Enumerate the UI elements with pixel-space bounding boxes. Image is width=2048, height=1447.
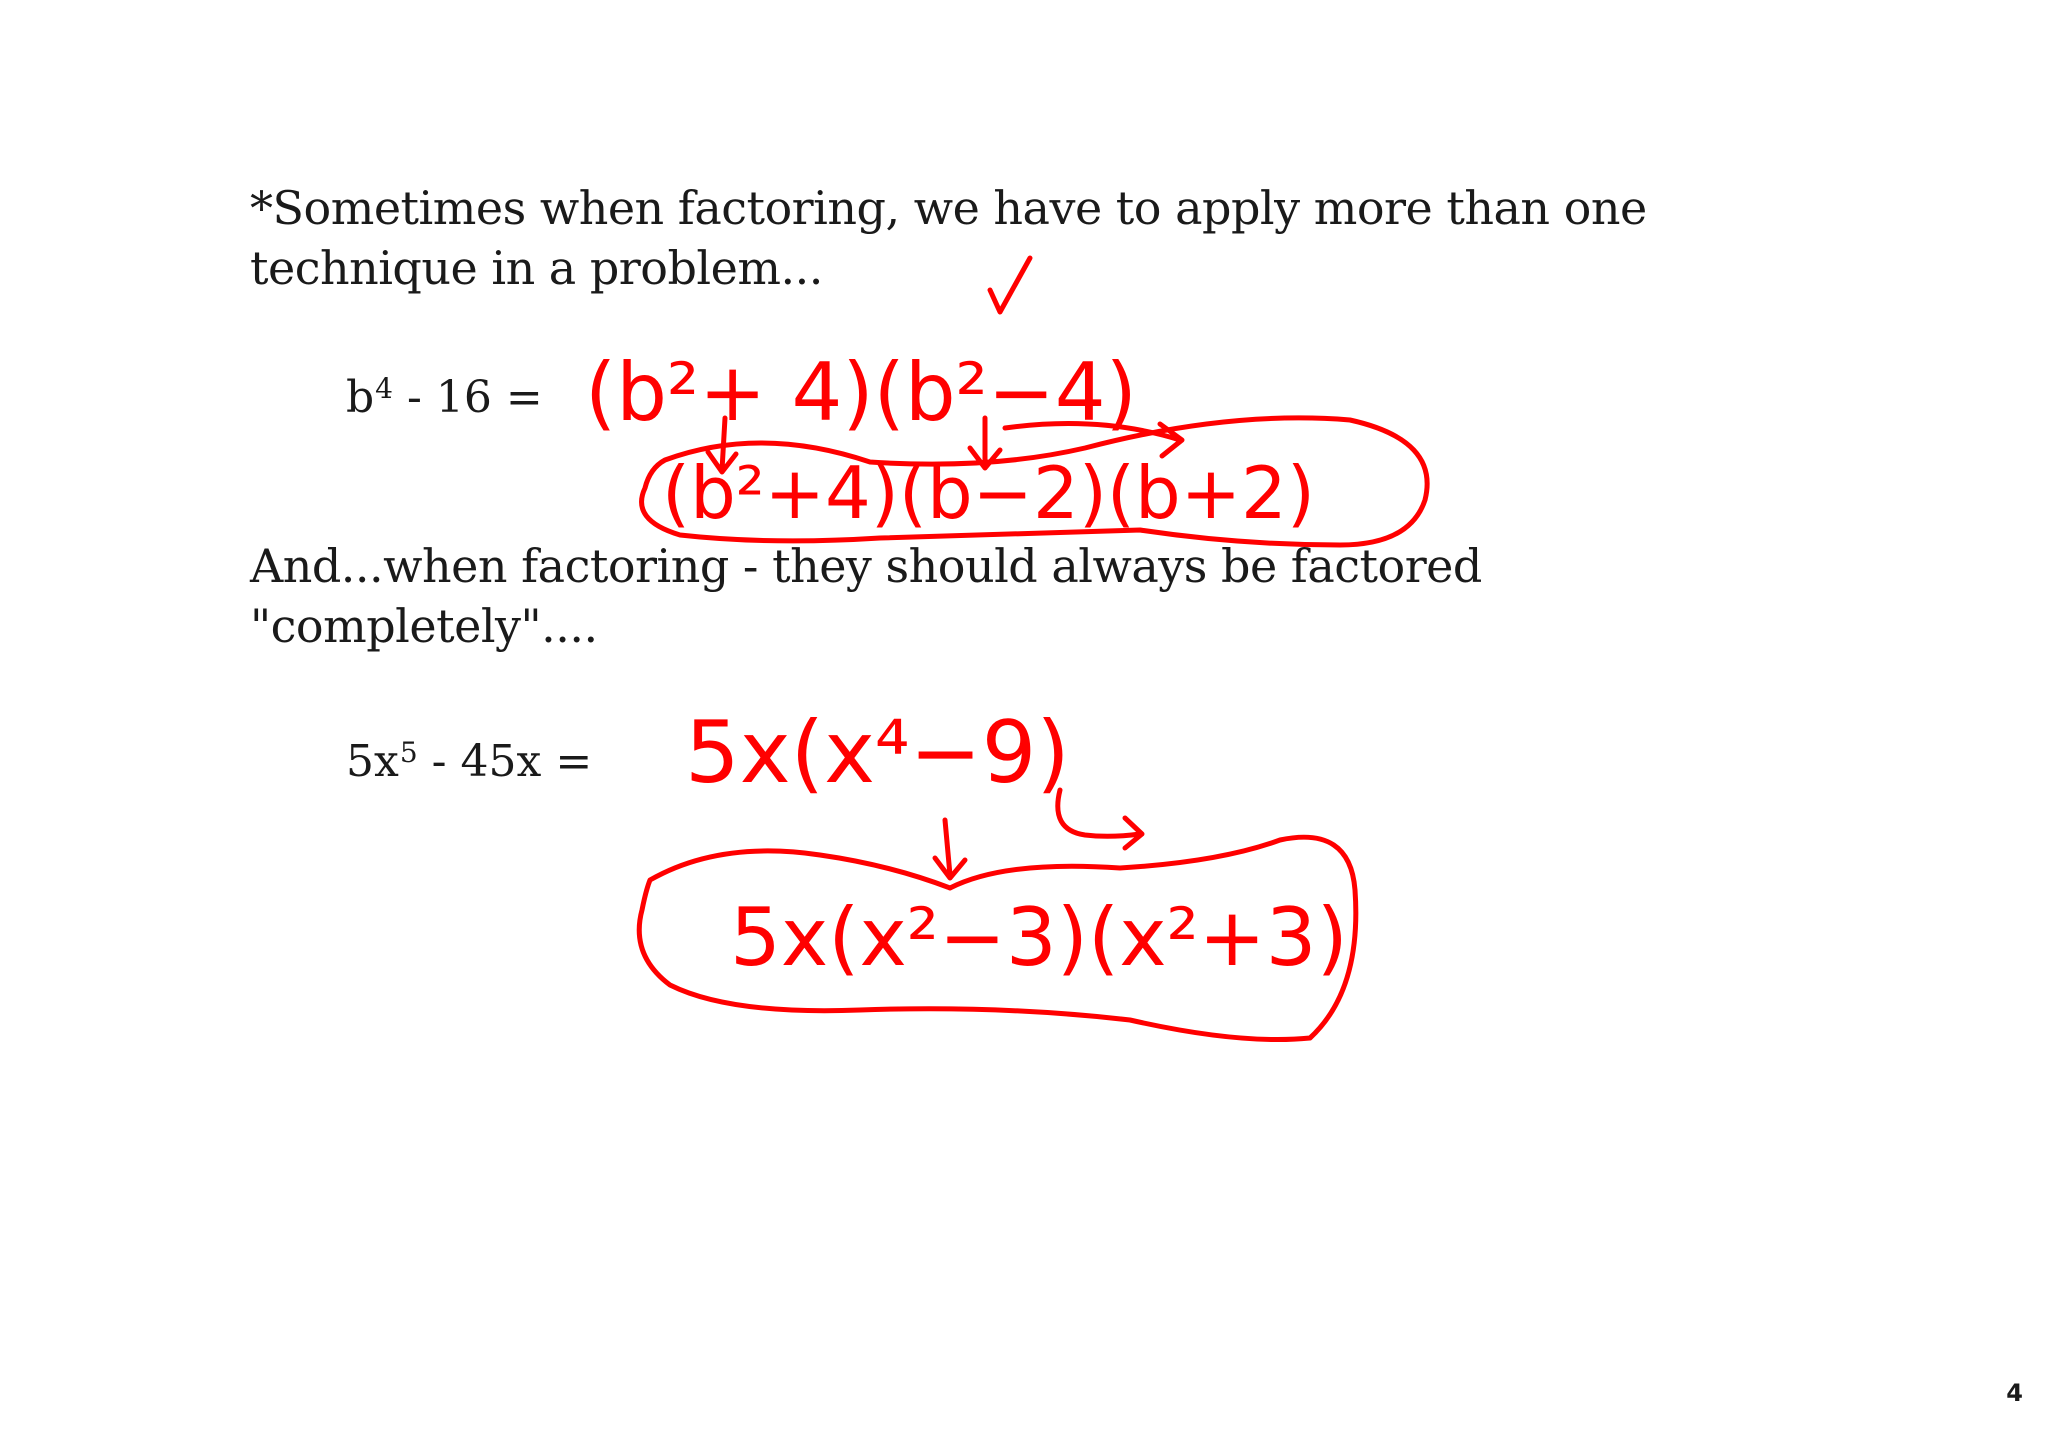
example-1-operator: - [407, 372, 422, 423]
example-2-coefficient: 5x [346, 736, 399, 787]
ex2-step2-handwriting: 5x(x²−3)(x²+3) [730, 891, 1348, 984]
ex1-step2-handwriting: (b²+4)(b−2)(b+2) [662, 451, 1315, 535]
example-1-exponent: 4 [375, 372, 393, 405]
arrow-down-icon [935, 820, 965, 878]
example-1-constant: 16 [435, 372, 492, 423]
example-2-equals: = [555, 736, 593, 787]
arrow-down-icon [708, 418, 736, 472]
example-2-expression [346, 726, 606, 789]
arrow-right-icon [1005, 424, 1182, 456]
arrow-down-icon [970, 418, 1000, 468]
note-text-line-1: And...when factoring - they should always be factored [250, 539, 1482, 593]
ex1-step1-handwriting: (b²+ 4)(b²−4) [585, 346, 1137, 439]
page-number: 4 [2006, 1379, 2023, 1407]
example-2-term: 45x [460, 736, 542, 787]
note-text-line-2: "completely".... [250, 599, 598, 653]
example-1-expression [346, 362, 557, 425]
circle-outline-ex2 [639, 837, 1356, 1039]
intro-text-line-1: *Sometimes when factoring, we have to apply more than one [250, 181, 1647, 235]
intro-text-line-2: technique in a problem... [250, 241, 823, 295]
example-2-exponent: 5 [399, 736, 418, 769]
checkmark-icon [990, 258, 1030, 312]
example-2-operator: - [431, 736, 447, 787]
example-1-base: b [346, 372, 375, 423]
arrow-right-icon [1058, 790, 1142, 848]
circle-outline-ex1 [642, 418, 1428, 545]
example-1-equals: = [505, 372, 543, 423]
ex2-step1-handwriting: 5x(x⁴−9) [685, 703, 1070, 803]
